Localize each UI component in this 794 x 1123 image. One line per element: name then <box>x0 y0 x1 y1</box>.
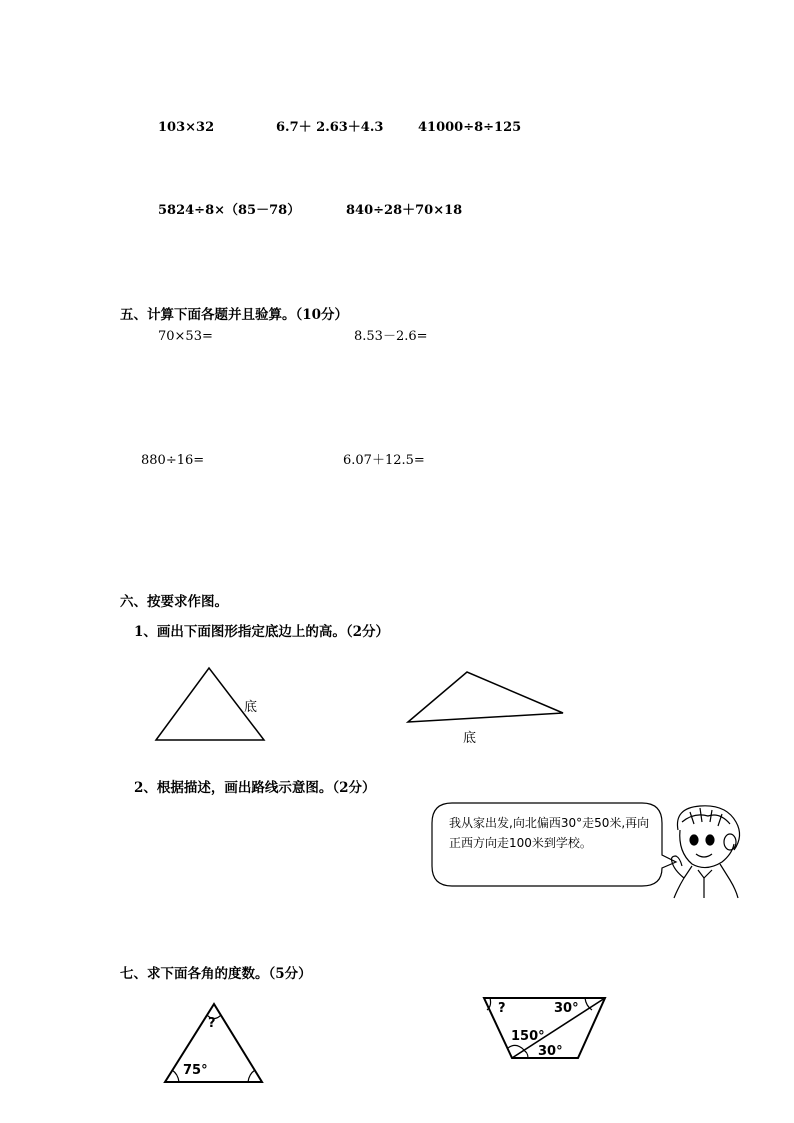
trapezoid-unknown-label: ? <box>498 1001 506 1016</box>
base-label-1: 底 <box>244 700 258 715</box>
triangle-angle-label: 75° <box>183 1063 208 1078</box>
triangle-right-arc <box>248 1070 255 1082</box>
triangle-left-arc <box>172 1070 179 1082</box>
problem-4-5: 840÷28＋70×18 <box>346 203 463 218</box>
triangle-unknown-label: ? <box>208 1016 216 1031</box>
trapezoid-mid-angle-label: 150° <box>511 1029 545 1044</box>
problem-4-1: 103×32 <box>158 120 215 135</box>
problem-4-4: 5824÷8×（85－78） <box>158 203 301 218</box>
speech-bubble-text: 我从家出发,向北偏西30°走50米,再向正西方向走100米到学校。 <box>449 816 650 850</box>
section-6-title: 六、按要求作图。 <box>120 594 228 610</box>
problem-5-1: 70×53= <box>158 329 213 344</box>
problem-5-2: 8.53－2.6= <box>354 329 428 344</box>
problem-4-3: 41000÷8÷125 <box>418 120 522 135</box>
section-5-title: 五、计算下面各题并且验算。（10分） <box>120 307 349 323</box>
section-7-title: 七、求下面各角的度数。（5分） <box>120 966 312 982</box>
problem-5-3: 880÷16= <box>141 453 205 468</box>
section-6-q1: 1、画出下面图形指定底边上的高。（2分） <box>134 624 390 640</box>
problem-5-4: 6.07＋12.5= <box>343 453 425 468</box>
section-6-q2: 2、根据描述，画出路线示意图。（2分） <box>134 780 376 796</box>
trapezoid-bottom-angle-label: 30° <box>538 1044 563 1059</box>
problem-4-2: 6.7＋ 2.63＋4.3 <box>276 120 384 135</box>
trapezoid-top-angle-label: 30° <box>554 1001 579 1016</box>
trapezoid-bottom-left-arc <box>508 1045 524 1050</box>
base-label-2: 底 <box>463 731 477 746</box>
